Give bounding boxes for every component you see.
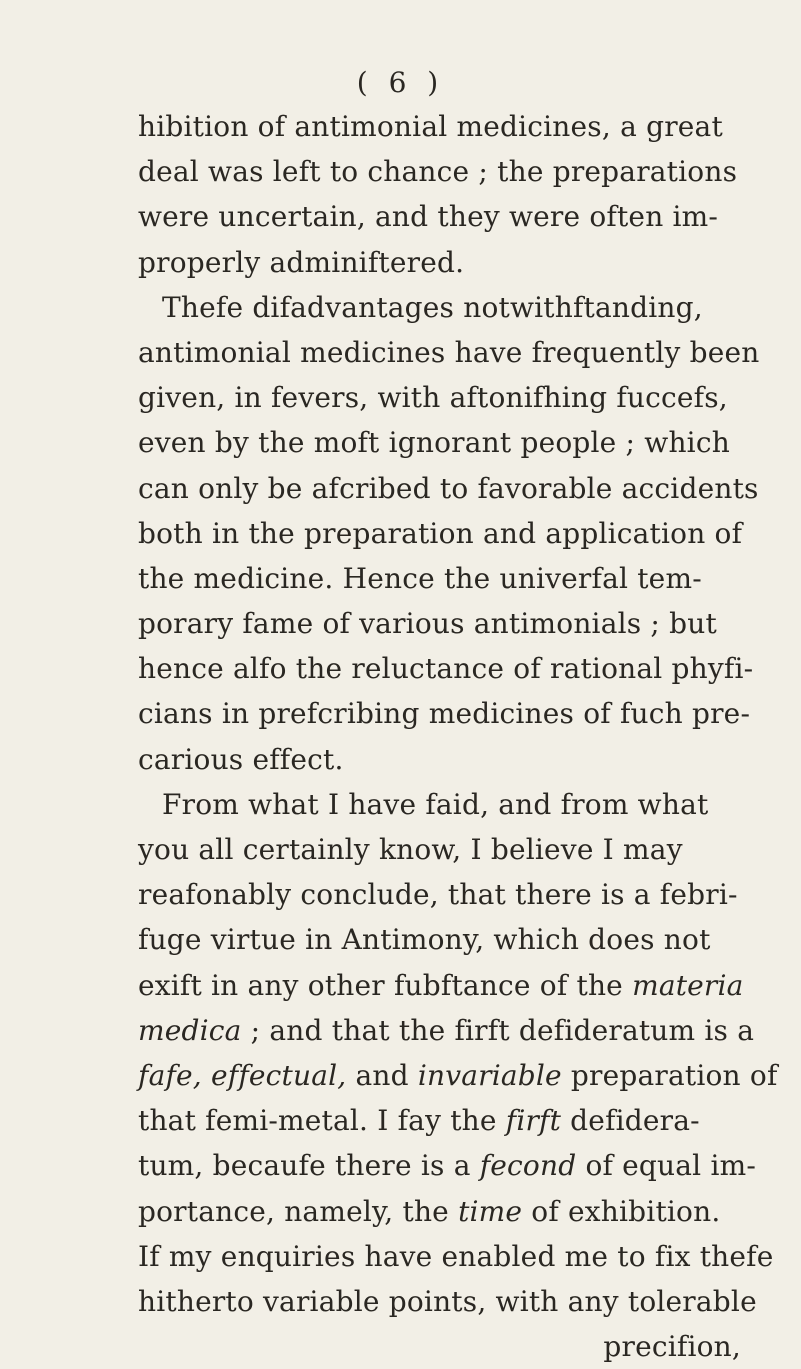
text-segment: Thefe difadvantages notwithftanding, — [162, 290, 703, 324]
text-segment: preparation of — [561, 1058, 778, 1092]
text-line — [138, 646, 754, 691]
text-line — [138, 1143, 757, 1188]
text-segment: porary fame of various antimonials ; but — [138, 607, 717, 641]
text-line — [138, 556, 741, 601]
text-line — [138, 1053, 778, 1098]
text-segment: hibition of antimonial medicines, a great — [138, 110, 723, 143]
text-segment: that femi-metal. I fay the — [138, 1104, 506, 1138]
text-line — [138, 1008, 755, 1053]
text-segment: carious effect. — [138, 742, 344, 776]
text-line — [138, 149, 741, 194]
text-segment: deal was left to chance ; the preparations — [138, 155, 738, 189]
italic-text: invariable — [417, 1058, 562, 1092]
text-line — [138, 1279, 757, 1324]
page-number: ( 6 ) — [356, 66, 445, 99]
text-segment: precifion, — [603, 1330, 741, 1364]
text-segment: From what I have faid, and from what — [162, 787, 709, 821]
text-segment: you all certainly know, I believe I may — [138, 833, 683, 866]
text-segment: the medicine. Hence the univerfal tem- — [138, 561, 702, 595]
text-segment: ; and that the firft defideratum is a — [241, 1013, 755, 1047]
text-line — [138, 782, 741, 827]
text-line — [138, 285, 741, 330]
text-line — [138, 872, 741, 917]
text-segment: fuge virtue in Antimony, which does not — [138, 923, 711, 957]
text-segment: given, in fevers, with aftonifhing fuccefs, — [138, 381, 728, 415]
text-segment: properly adminiftered. — [138, 245, 465, 279]
text-segment: hitherto variable points, with any tolerable — [138, 1284, 757, 1318]
text-line — [138, 375, 741, 420]
text-line — [138, 240, 741, 285]
text-line — [138, 330, 760, 375]
text-line — [138, 1189, 741, 1234]
text-segment: tum, becaufe there is a — [138, 1149, 480, 1183]
italic-text: medica — [138, 1013, 242, 1047]
text-line — [138, 511, 741, 556]
text-segment: both in the preparation and application of — [138, 516, 743, 550]
text-line — [138, 1098, 741, 1143]
text-line — [138, 466, 759, 511]
text-segment: defidera- — [561, 1104, 700, 1138]
italic-text: fecond — [479, 1149, 577, 1183]
text-line — [138, 917, 741, 962]
text-segment: portance, namely, the — [138, 1194, 459, 1228]
text-segment: hence alfo the reluctance of rational phyfi- — [138, 652, 754, 686]
text-segment: were uncertain, and they were often im- — [138, 200, 719, 234]
text-line — [138, 963, 744, 1008]
text-segment: reafonably conclude, that there is a febri- — [138, 878, 738, 912]
text-line — [138, 194, 741, 239]
text-line — [138, 691, 751, 736]
body-text — [138, 104, 778, 1369]
text-line — [138, 1234, 774, 1279]
text-segment: can only be afcribed to favorable accidents — [138, 471, 759, 505]
text-segment: antimonial medicines have frequently been — [138, 335, 760, 369]
text-segment: even by the moft ignorant people ; which — [138, 426, 730, 460]
text-line — [138, 737, 741, 782]
text-line — [138, 104, 741, 149]
text-line — [138, 420, 741, 465]
italic-text: firft — [505, 1104, 562, 1138]
italic-text: time — [458, 1194, 523, 1228]
text-segment: exift in any other fubftance of the — [138, 968, 633, 1002]
text-segment: of equal im- — [576, 1149, 757, 1183]
text-line — [138, 827, 741, 872]
text-segment: and — [346, 1058, 418, 1092]
text-segment: cians in prefcribing medicines of fuch pre- — [138, 697, 751, 731]
italic-text: fafe, effectual, — [138, 1058, 347, 1092]
text-line — [138, 1324, 741, 1369]
text-segment: If my enquiries have enabled me to fix thefe — [138, 1239, 774, 1273]
text-line — [138, 601, 741, 646]
text-segment: of exhibition. — [522, 1194, 721, 1228]
italic-text: materia — [632, 968, 744, 1002]
